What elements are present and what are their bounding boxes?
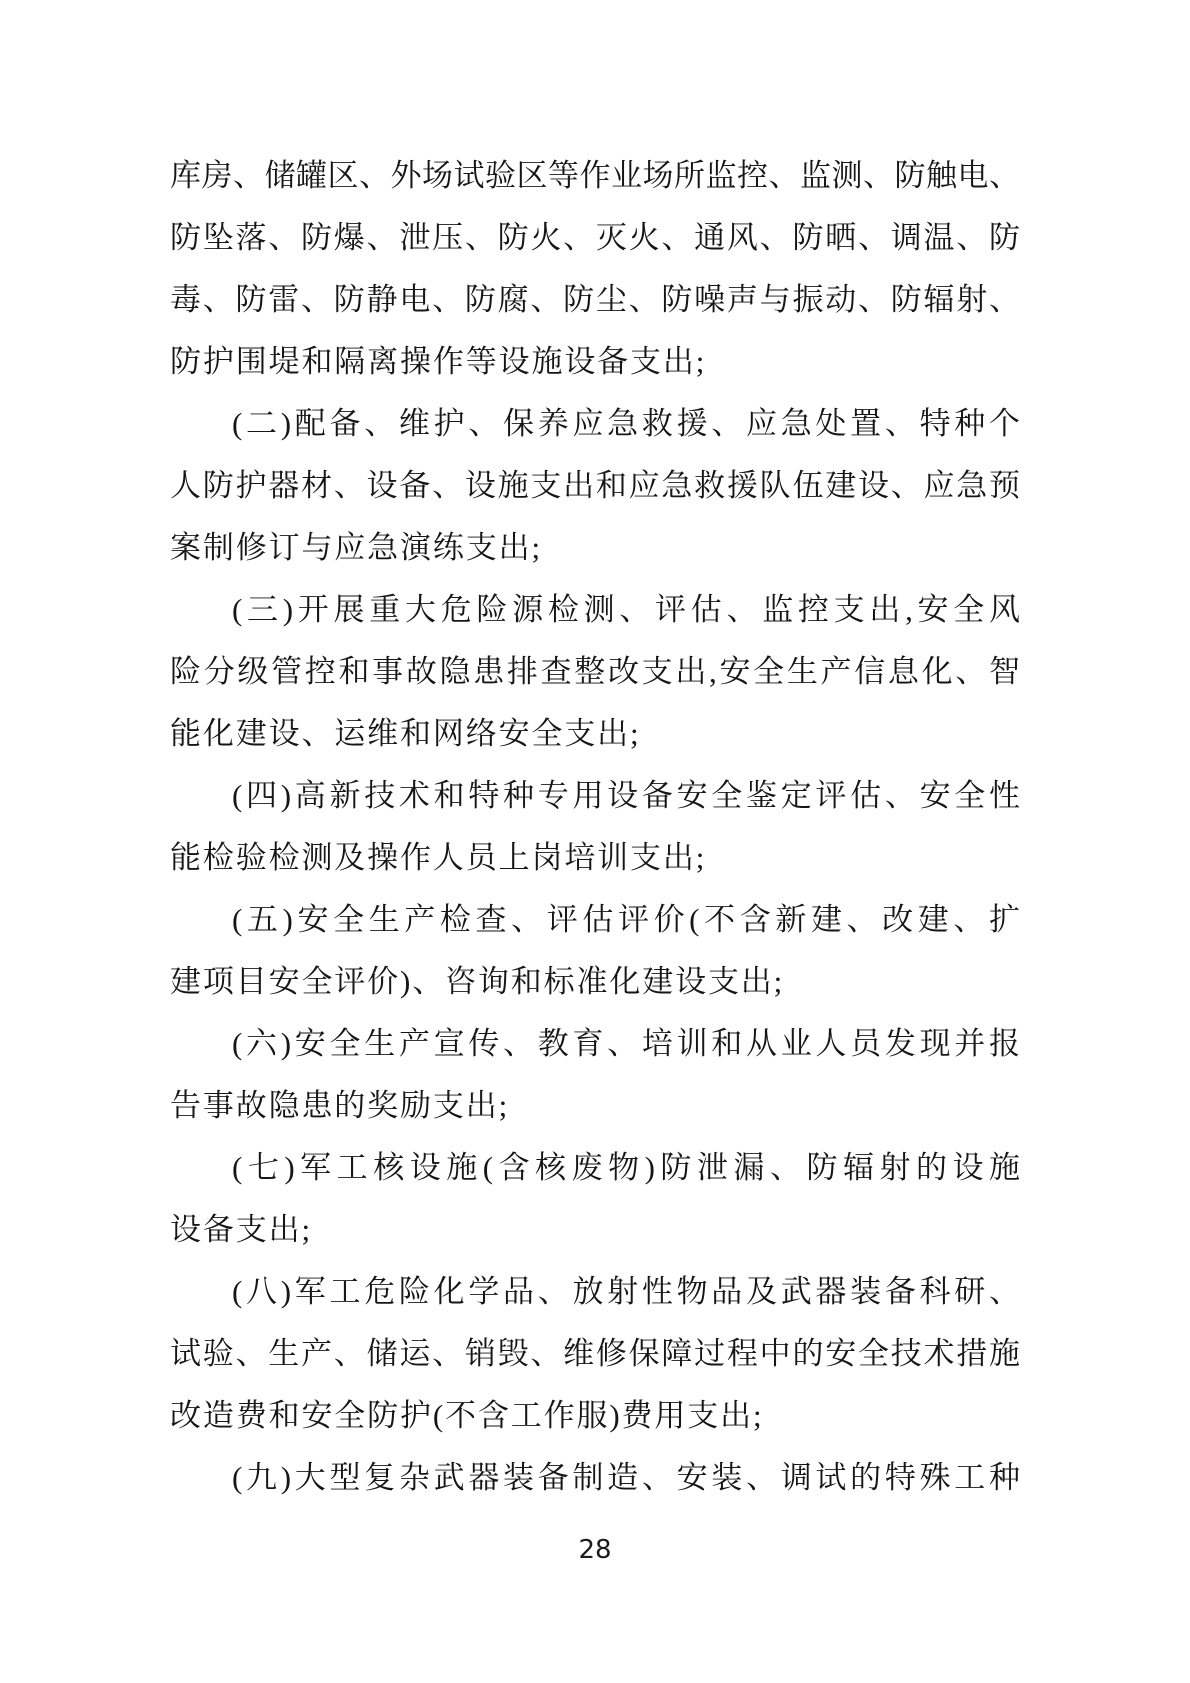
text-line: 建项目安全评价)、咨询和标准化建设支出; [170, 964, 785, 999]
text-line: (九)大型复杂武器装备制造、安装、调试的特殊工种 [232, 1460, 1020, 1495]
body-text [170, 145, 1020, 1509]
text-line: 试验、生产、储运、销毁、维修保障过程中的安全技术措施 [170, 1336, 1020, 1371]
text-line: 毒、防雷、防静电、防腐、防尘、防噪声与振动、防辐射、 [170, 282, 1020, 317]
text-line: 防坠落、防爆、泄压、防火、灭火、通风、防晒、调温、防 [170, 220, 1020, 255]
text-line: (五)安全生产检查、评估评价(不含新建、改建、扩 [232, 902, 1020, 937]
text-line: 人防护器材、设备、设施支出和应急救援队伍建设、应急预 [170, 468, 1020, 503]
text-line: (八)军工危险化学品、放射性物品及武器装备科研、 [232, 1274, 1020, 1309]
text-line: (四)高新技术和特种专用设备安全鉴定评估、安全性 [232, 778, 1020, 813]
text-line: (六)安全生产宣传、教育、培训和从业人员发现并报 [232, 1026, 1020, 1061]
text-line: 库房、储罐区、外场试验区等作业场所监控、监测、防触电、 [170, 158, 1020, 193]
text-line: 案制修订与应急演练支出; [170, 530, 542, 565]
text-line: 告事故隐患的奖励支出; [170, 1088, 510, 1123]
text-line: 防护围堤和隔离操作等设施设备支出; [170, 344, 707, 379]
text-line: 设备支出; [170, 1212, 312, 1247]
text-line: 险分级管控和事故隐患排查整改支出,安全生产信息化、智 [170, 654, 1020, 689]
page-number: 28 [578, 1535, 612, 1565]
text-line: (二)配备、维护、保养应急救援、应急处置、特种个 [232, 406, 1020, 441]
text-line: 能化建设、运维和网络安全支出; [170, 716, 641, 751]
text-line: 改造费和安全防护(不含工作服)费用支出; [170, 1398, 764, 1433]
text-line: 能检验检测及操作人员上岗培训支出; [170, 840, 707, 875]
text-line: (七)军工核设施(含核废物)防泄漏、防辐射的设施 [232, 1150, 1020, 1185]
text-line: (三)开展重大危险源检测、评估、监控支出,安全风 [232, 592, 1020, 627]
